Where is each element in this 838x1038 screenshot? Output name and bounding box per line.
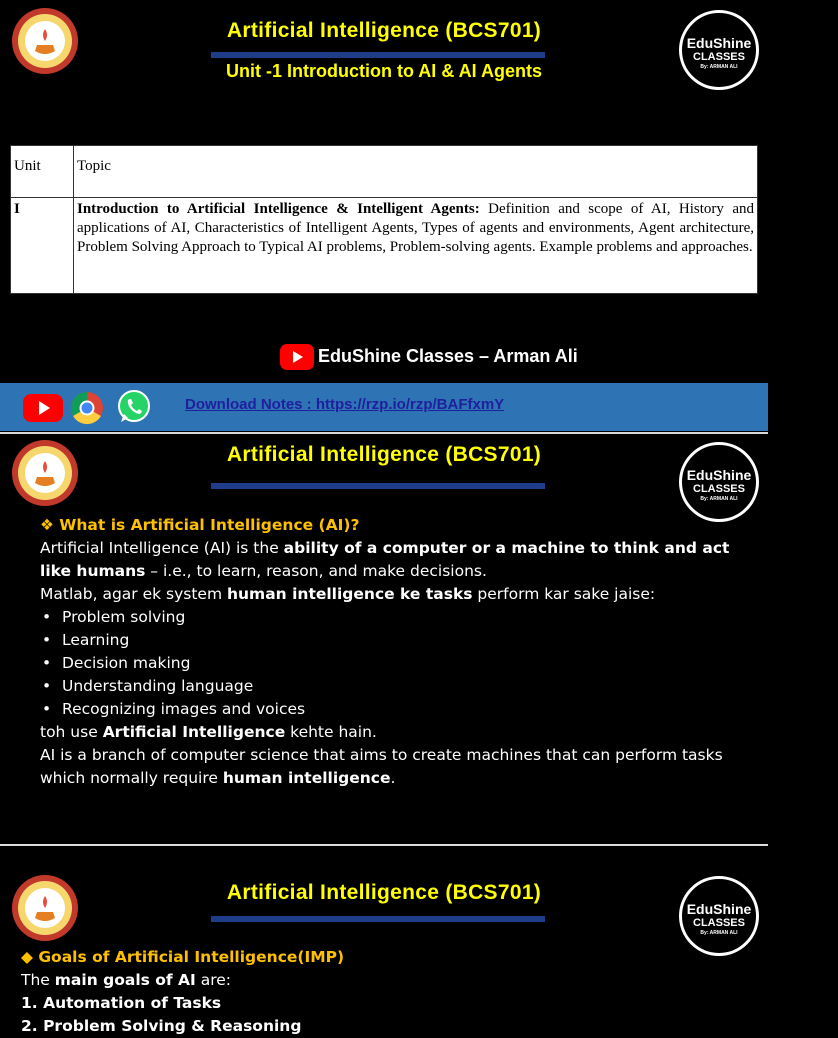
task-list bbox=[40, 606, 740, 721]
header-topic: Topic bbox=[74, 146, 758, 198]
logo-line-2: CLASSES bbox=[693, 917, 745, 929]
list-item: • Learning bbox=[40, 629, 740, 652]
slide-1 bbox=[0, 0, 768, 432]
course-title: Artificial Intelligence (BCS701) bbox=[226, 881, 542, 904]
paragraph-2 bbox=[40, 583, 740, 606]
header-unit: Unit bbox=[11, 146, 74, 198]
edushine-logo bbox=[679, 10, 759, 90]
paragraph-1 bbox=[21, 969, 721, 992]
logo-line-1: EduShine bbox=[686, 901, 752, 917]
table-row bbox=[11, 198, 758, 294]
slide-2 bbox=[0, 434, 768, 844]
topic-heading: Introduction to Artificial Intelligence & Intelligent Agents: bbox=[77, 201, 480, 217]
list-item: • Understanding language bbox=[40, 675, 740, 698]
text: toh use bbox=[40, 723, 103, 741]
text: Matlab, agar ek system bbox=[40, 585, 227, 603]
course-title: Artificial Intelligence (BCS701) bbox=[226, 443, 542, 466]
table-header-row bbox=[11, 146, 758, 198]
edushine-logo bbox=[679, 876, 759, 956]
cell-unit: I bbox=[11, 198, 74, 294]
channel-name: EduShine Classes – Arman Ali bbox=[318, 345, 578, 366]
edushine-logo bbox=[679, 442, 759, 522]
list-item: • Recognizing images and voices bbox=[40, 698, 740, 721]
title-underline bbox=[211, 52, 545, 58]
download-strip bbox=[0, 383, 768, 431]
paragraph-3 bbox=[40, 721, 740, 744]
list-item: • Problem solving bbox=[40, 606, 740, 629]
chrome-icon[interactable] bbox=[70, 391, 104, 425]
goal-item: 2. Problem Solving & Reasoning bbox=[21, 1017, 302, 1035]
text: – i.e., to learn, reason, and make decisions. bbox=[145, 562, 487, 580]
logo-line-3: By: ARMAN ALI bbox=[700, 496, 738, 502]
course-title: Artificial Intelligence (BCS701) bbox=[226, 19, 542, 42]
whatsapp-icon[interactable] bbox=[116, 389, 152, 425]
text: . bbox=[390, 769, 396, 787]
topic-text: Definition and scope of AI, History and applications of AI, Characteristics of Intelligent Agents, Types of agents and environments, Agent architecture, Problem Solving Approach to Typical AI problems, Problem-solving agents. Example problems and approaches. bbox=[77, 201, 754, 255]
cell-topic bbox=[74, 198, 758, 294]
bold-text: main goals of AI bbox=[54, 971, 196, 989]
logo-line-2: CLASSES bbox=[693, 483, 745, 495]
channel-label bbox=[70, 344, 838, 370]
syllabus-table bbox=[10, 145, 758, 294]
bold-text: Artificial Intelligence bbox=[102, 723, 286, 741]
list-item: • Decision making bbox=[40, 652, 740, 675]
youtube-icon[interactable] bbox=[22, 392, 64, 424]
unit-subtitle: Unit -1 Introduction to AI & AI Agents bbox=[226, 61, 542, 81]
goals-content bbox=[21, 946, 721, 1038]
text: The bbox=[21, 971, 55, 989]
paragraph-1 bbox=[40, 537, 740, 583]
bold-text: human intelligence bbox=[222, 769, 391, 787]
slide-3 bbox=[0, 846, 768, 1035]
question-heading: ◆ Goals of Artificial Intelligence(IMP) bbox=[21, 948, 345, 966]
logo-line-1: EduShine bbox=[686, 467, 752, 483]
ai-definition-content bbox=[40, 514, 740, 790]
logo-line-3: By: ARMAN ALI bbox=[700, 64, 738, 70]
title-underline bbox=[211, 483, 545, 489]
title-underline bbox=[211, 916, 545, 922]
text: are: bbox=[195, 971, 232, 989]
text: AI is a branch of computer science that aims to create machines that can perform tasks which normally require bbox=[40, 746, 723, 787]
logo-line-2: CLASSES bbox=[693, 51, 745, 63]
bold-text: ability of a computer or a machine to think and act like humans bbox=[40, 539, 730, 580]
text: Artificial Intelligence (AI) is the bbox=[40, 539, 284, 557]
bold-text: human intelligence ke tasks bbox=[226, 585, 473, 603]
paragraph-4 bbox=[40, 744, 740, 790]
question-heading: ❖ What is Artificial Intelligence (AI)? bbox=[40, 516, 360, 534]
logo-line-3: By: ARMAN ALI bbox=[700, 930, 738, 936]
youtube-play-icon bbox=[280, 344, 314, 370]
logo-line-1: EduShine bbox=[686, 35, 752, 51]
goal-item: 1. Automation of Tasks bbox=[21, 994, 222, 1012]
text: perform kar sake jaise: bbox=[472, 585, 656, 603]
download-notes-link[interactable]: Download Notes : https://rzp.io/rzp/BAFfxmY bbox=[185, 396, 505, 413]
text: kehte hain. bbox=[285, 723, 377, 741]
